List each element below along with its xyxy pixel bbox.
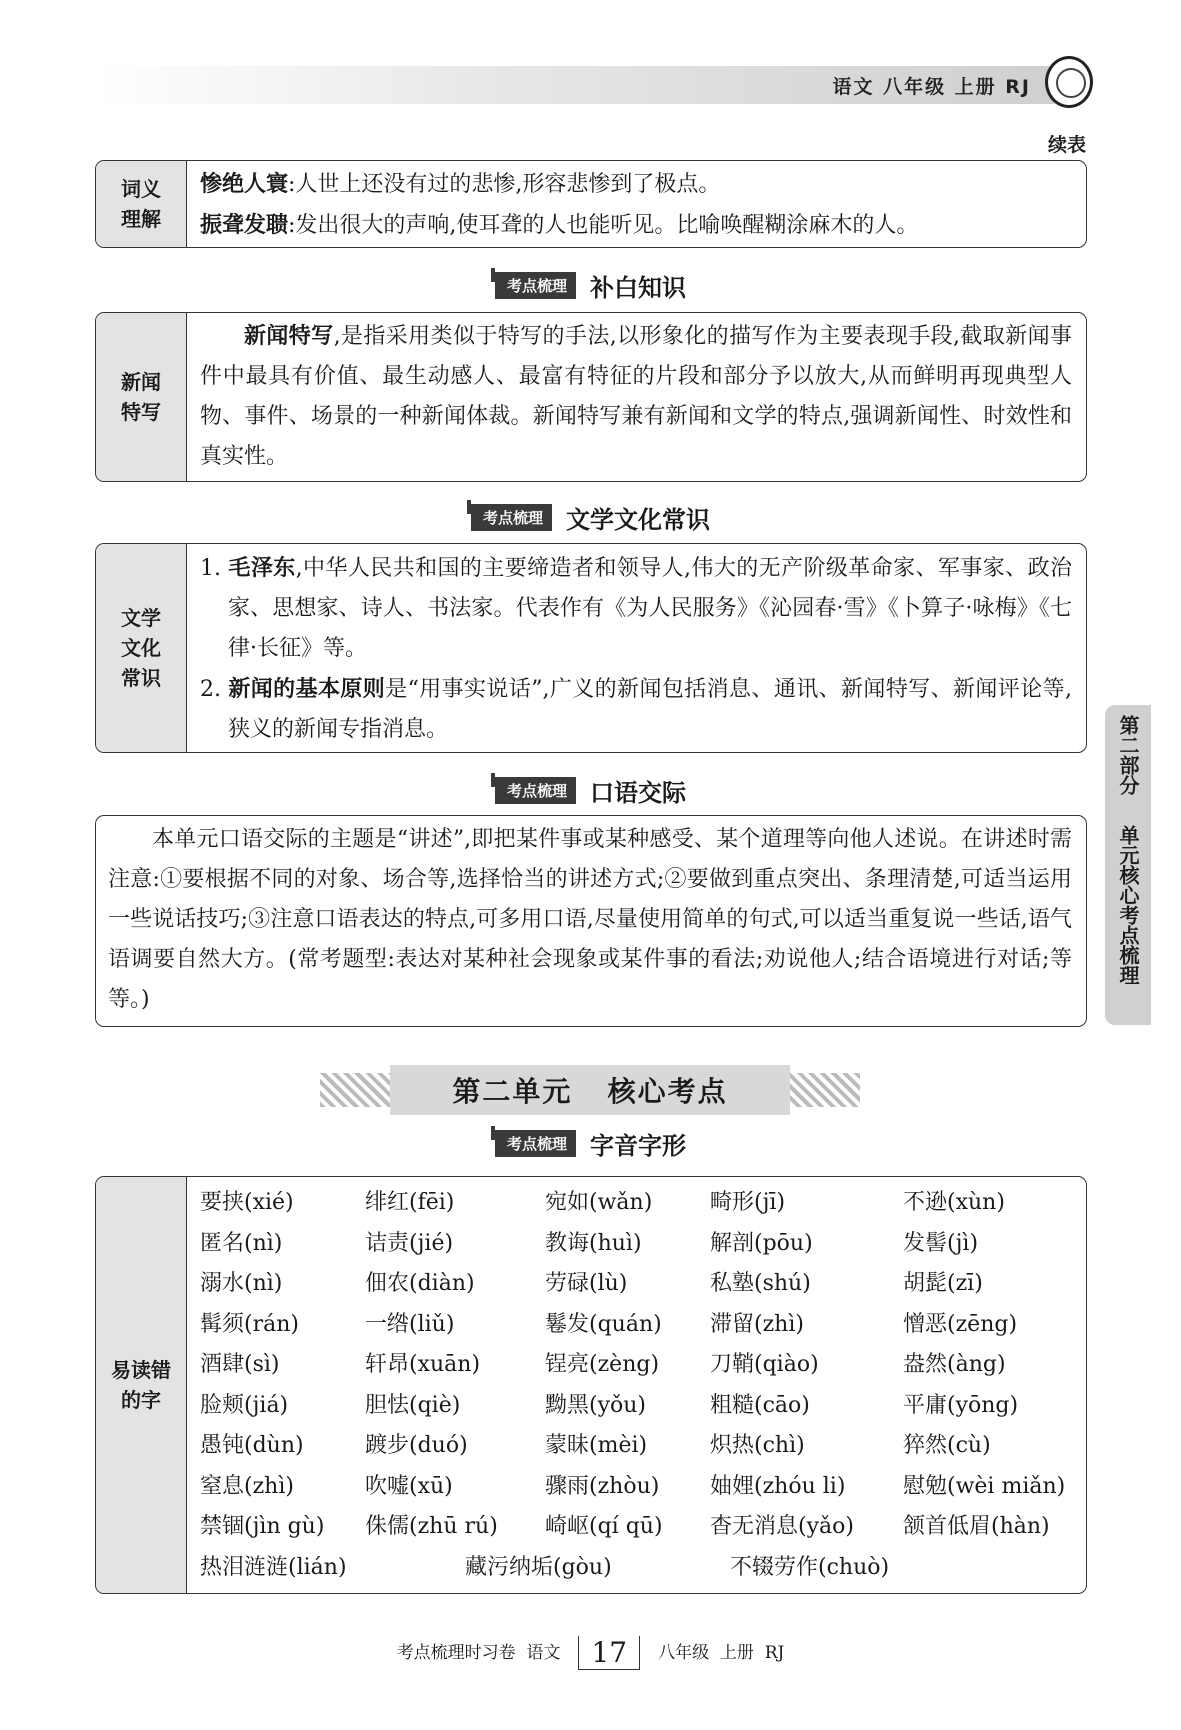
char-entry: 解剖(pōu)	[710, 1230, 813, 1256]
char-entry: 踱步(duó)	[365, 1433, 468, 1458]
side-tab-title: 单元核心考点梳理	[1116, 825, 1140, 985]
side-tab-part: 第二部分	[1116, 715, 1140, 795]
literature-box	[95, 543, 1087, 753]
vocab-term: 振聋发聩	[200, 212, 289, 238]
char-entry: 藏污纳垢(gòu)	[465, 1554, 612, 1580]
section-tag: 考点梳理	[495, 272, 576, 299]
page-number: 17	[578, 1636, 640, 1670]
footer-left: 考点梳理时习卷 语文	[396, 1643, 561, 1663]
char-entry: 宛如(wǎn)	[545, 1190, 653, 1215]
news-box	[95, 312, 1087, 482]
char-entry: 蒙昧(mèi)	[545, 1433, 648, 1458]
unit-banner	[320, 1065, 860, 1115]
vocab-box	[95, 160, 1087, 248]
news-body	[200, 316, 1072, 477]
vocab-def: :人世上还没有过的悲惨,形容悲惨到了极点。	[288, 172, 721, 197]
item-number: 1.	[200, 556, 221, 581]
char-entry: 溺水(nì)	[200, 1271, 283, 1296]
char-entry: 胆怯(qiè)	[365, 1392, 461, 1418]
section-title: 字音字形	[590, 1132, 686, 1160]
char-entry: 崎岖(qí qū)	[545, 1514, 663, 1539]
char-entry: 诘责(jié)	[365, 1230, 454, 1256]
publisher-logo-icon	[1045, 56, 1093, 108]
header-subject: 语文 八年级 上册 RJ	[832, 76, 1031, 98]
vocab-label: 词义 理解	[96, 161, 187, 247]
unit-title: 第二单元 核心考点	[390, 1065, 790, 1115]
char-entry: 酒肆(sì)	[200, 1352, 280, 1377]
section-heading	[0, 268, 1181, 304]
list-item	[200, 548, 1072, 669]
char-entry: 慰勉(wèi miǎn)	[903, 1473, 1066, 1499]
char-entry: 憎恶(zēng)	[903, 1311, 1018, 1337]
char-entry: 猝然(cù)	[903, 1433, 991, 1458]
char-entry: 窒息(zhì)	[200, 1473, 294, 1499]
char-entry: 轩昂(xuān)	[365, 1352, 481, 1377]
section-tag: 考点梳理	[471, 504, 552, 531]
footer	[0, 1632, 1181, 1669]
side-tab	[1105, 705, 1151, 1025]
char-entry: 教诲(huì)	[545, 1230, 642, 1256]
vocab-line	[200, 164, 1072, 205]
char-entry: 脸颊(jiá)	[200, 1392, 289, 1418]
section-heading	[0, 500, 1181, 536]
char-entry: 颔首低眉(hàn)	[903, 1514, 1050, 1539]
vocab-line	[200, 205, 1072, 246]
char-entry: 私塾(shú)	[710, 1271, 811, 1296]
news-label: 新闻 特写	[96, 313, 187, 481]
item-term: 新闻的基本原则	[228, 676, 386, 702]
char-entry: 刀鞘(qiào)	[710, 1352, 819, 1377]
char-entry: 不辍劳作(chuò)	[730, 1554, 890, 1580]
item-term: 毛泽东	[228, 555, 296, 581]
char-entry: 髯须(rán)	[200, 1311, 299, 1337]
item-number: 2.	[200, 677, 221, 702]
oral-text: 本单元口语交际的主题是“讲述”,即把某件事或某种感受、某个道理等向他人述说。在讲述时需注意:①要根据不同的对象、场合等,选择恰当的讲述方式;②要做到重点突出、条理清楚,可适当运用一些说话技巧;③注意口语表达的特点,可多用口语,尽量使用简单的句式,可以适当重复说一些话,语气语调要自然大方。(常考题型:表达对某种社会现象或某件事的看法;劝说他人;结合语境进行对话;等等。)	[108, 827, 1072, 1012]
char-entry: 黝黑(yǒu)	[545, 1392, 647, 1418]
section-title: 补白知识	[590, 274, 686, 302]
characters-label: 易读错 的字	[96, 1177, 187, 1593]
char-entry: 锃亮(zèng)	[545, 1352, 660, 1377]
oral-box	[95, 815, 1087, 1027]
char-entry: 盎然(àng)	[903, 1352, 1006, 1377]
char-entry: 杳无消息(yǎo)	[710, 1514, 854, 1539]
char-entry: 劳碌(lù)	[545, 1271, 628, 1296]
char-entry: 畸形(jī)	[710, 1190, 786, 1215]
char-entry: 侏儒(zhū rú)	[365, 1514, 498, 1539]
char-entry: 妯娌(zhóu li)	[710, 1473, 846, 1499]
char-entry: 发髻(jì)	[903, 1230, 979, 1256]
continued-label: 续表	[1047, 134, 1086, 156]
char-entry: 粗糙(cāo)	[710, 1392, 810, 1418]
char-entry: 骤雨(zhòu)	[545, 1473, 660, 1499]
characters-box	[95, 1176, 1087, 1594]
char-entry: 要挟(xié)	[200, 1190, 294, 1215]
char-entry: 匿名(nì)	[200, 1230, 283, 1256]
char-entry: 热泪涟涟(lián)	[200, 1554, 347, 1580]
literature-body	[200, 548, 1072, 750]
list-item	[200, 669, 1072, 750]
char-entry: 愚钝(dùn)	[200, 1433, 304, 1458]
char-entry: 绯红(fēi)	[365, 1190, 455, 1215]
section-title: 口语交际	[590, 779, 686, 807]
char-entry: 滞留(zhì)	[710, 1311, 804, 1337]
section-tag: 考点梳理	[495, 777, 576, 804]
section-tag: 考点梳理	[495, 1130, 576, 1157]
section-heading	[0, 773, 1181, 809]
char-entry: 禁锢(jìn gù)	[200, 1514, 325, 1539]
footer-right: 八年级 上册 RJ	[658, 1643, 785, 1663]
char-entry: 鬈发(quán)	[545, 1311, 662, 1337]
char-entry: 吹嘘(xū)	[365, 1473, 453, 1499]
char-entry: 平庸(yōng)	[903, 1392, 1019, 1418]
vocab-term: 惨绝人寰	[200, 171, 289, 197]
item-text: 是“用事实说话”,广义的新闻包括消息、通讯、新闻特写、新闻评论等,狭义的新闻专指消息。	[228, 677, 1072, 742]
vocab-body	[200, 164, 1072, 246]
char-entry: 一绺(liǔ)	[365, 1311, 455, 1337]
news-text: ,是指采用类似于特写的手法,以形象化的描写作为主要表现手段,截取新闻事件中最具有价值、最生动感人、最富有特征的片段和部分予以放大,从而鲜明再现典型人物、事件、场景的一种新闻体裁。新闻特写兼有新闻和文学的特点,强调新闻性、时效性和真实性。	[200, 324, 1072, 469]
char-entry: 炽热(chì)	[710, 1433, 805, 1458]
section-heading	[0, 1126, 1181, 1162]
char-entry: 胡髭(zī)	[903, 1271, 983, 1296]
section-title: 文学文化常识	[566, 506, 710, 534]
vocab-def: :发出很大的声响,使耳聋的人也能听见。比喻唤醒糊涂麻木的人。	[288, 213, 919, 238]
literature-label: 文学 文化 常识	[96, 544, 187, 752]
char-entry: 不逊(xùn)	[903, 1190, 1005, 1215]
char-entry: 佃农(diàn)	[365, 1271, 475, 1296]
news-term: 新闻特写	[244, 323, 334, 349]
item-text: ,中华人民共和国的主要缔造者和领导人,伟大的无产阶级革命家、军事家、政治家、思想家、诗人、书法家。代表作有《为人民服务》《沁园春·雪》《卜算子·咏梅》《七律·长征》等。	[228, 556, 1072, 661]
